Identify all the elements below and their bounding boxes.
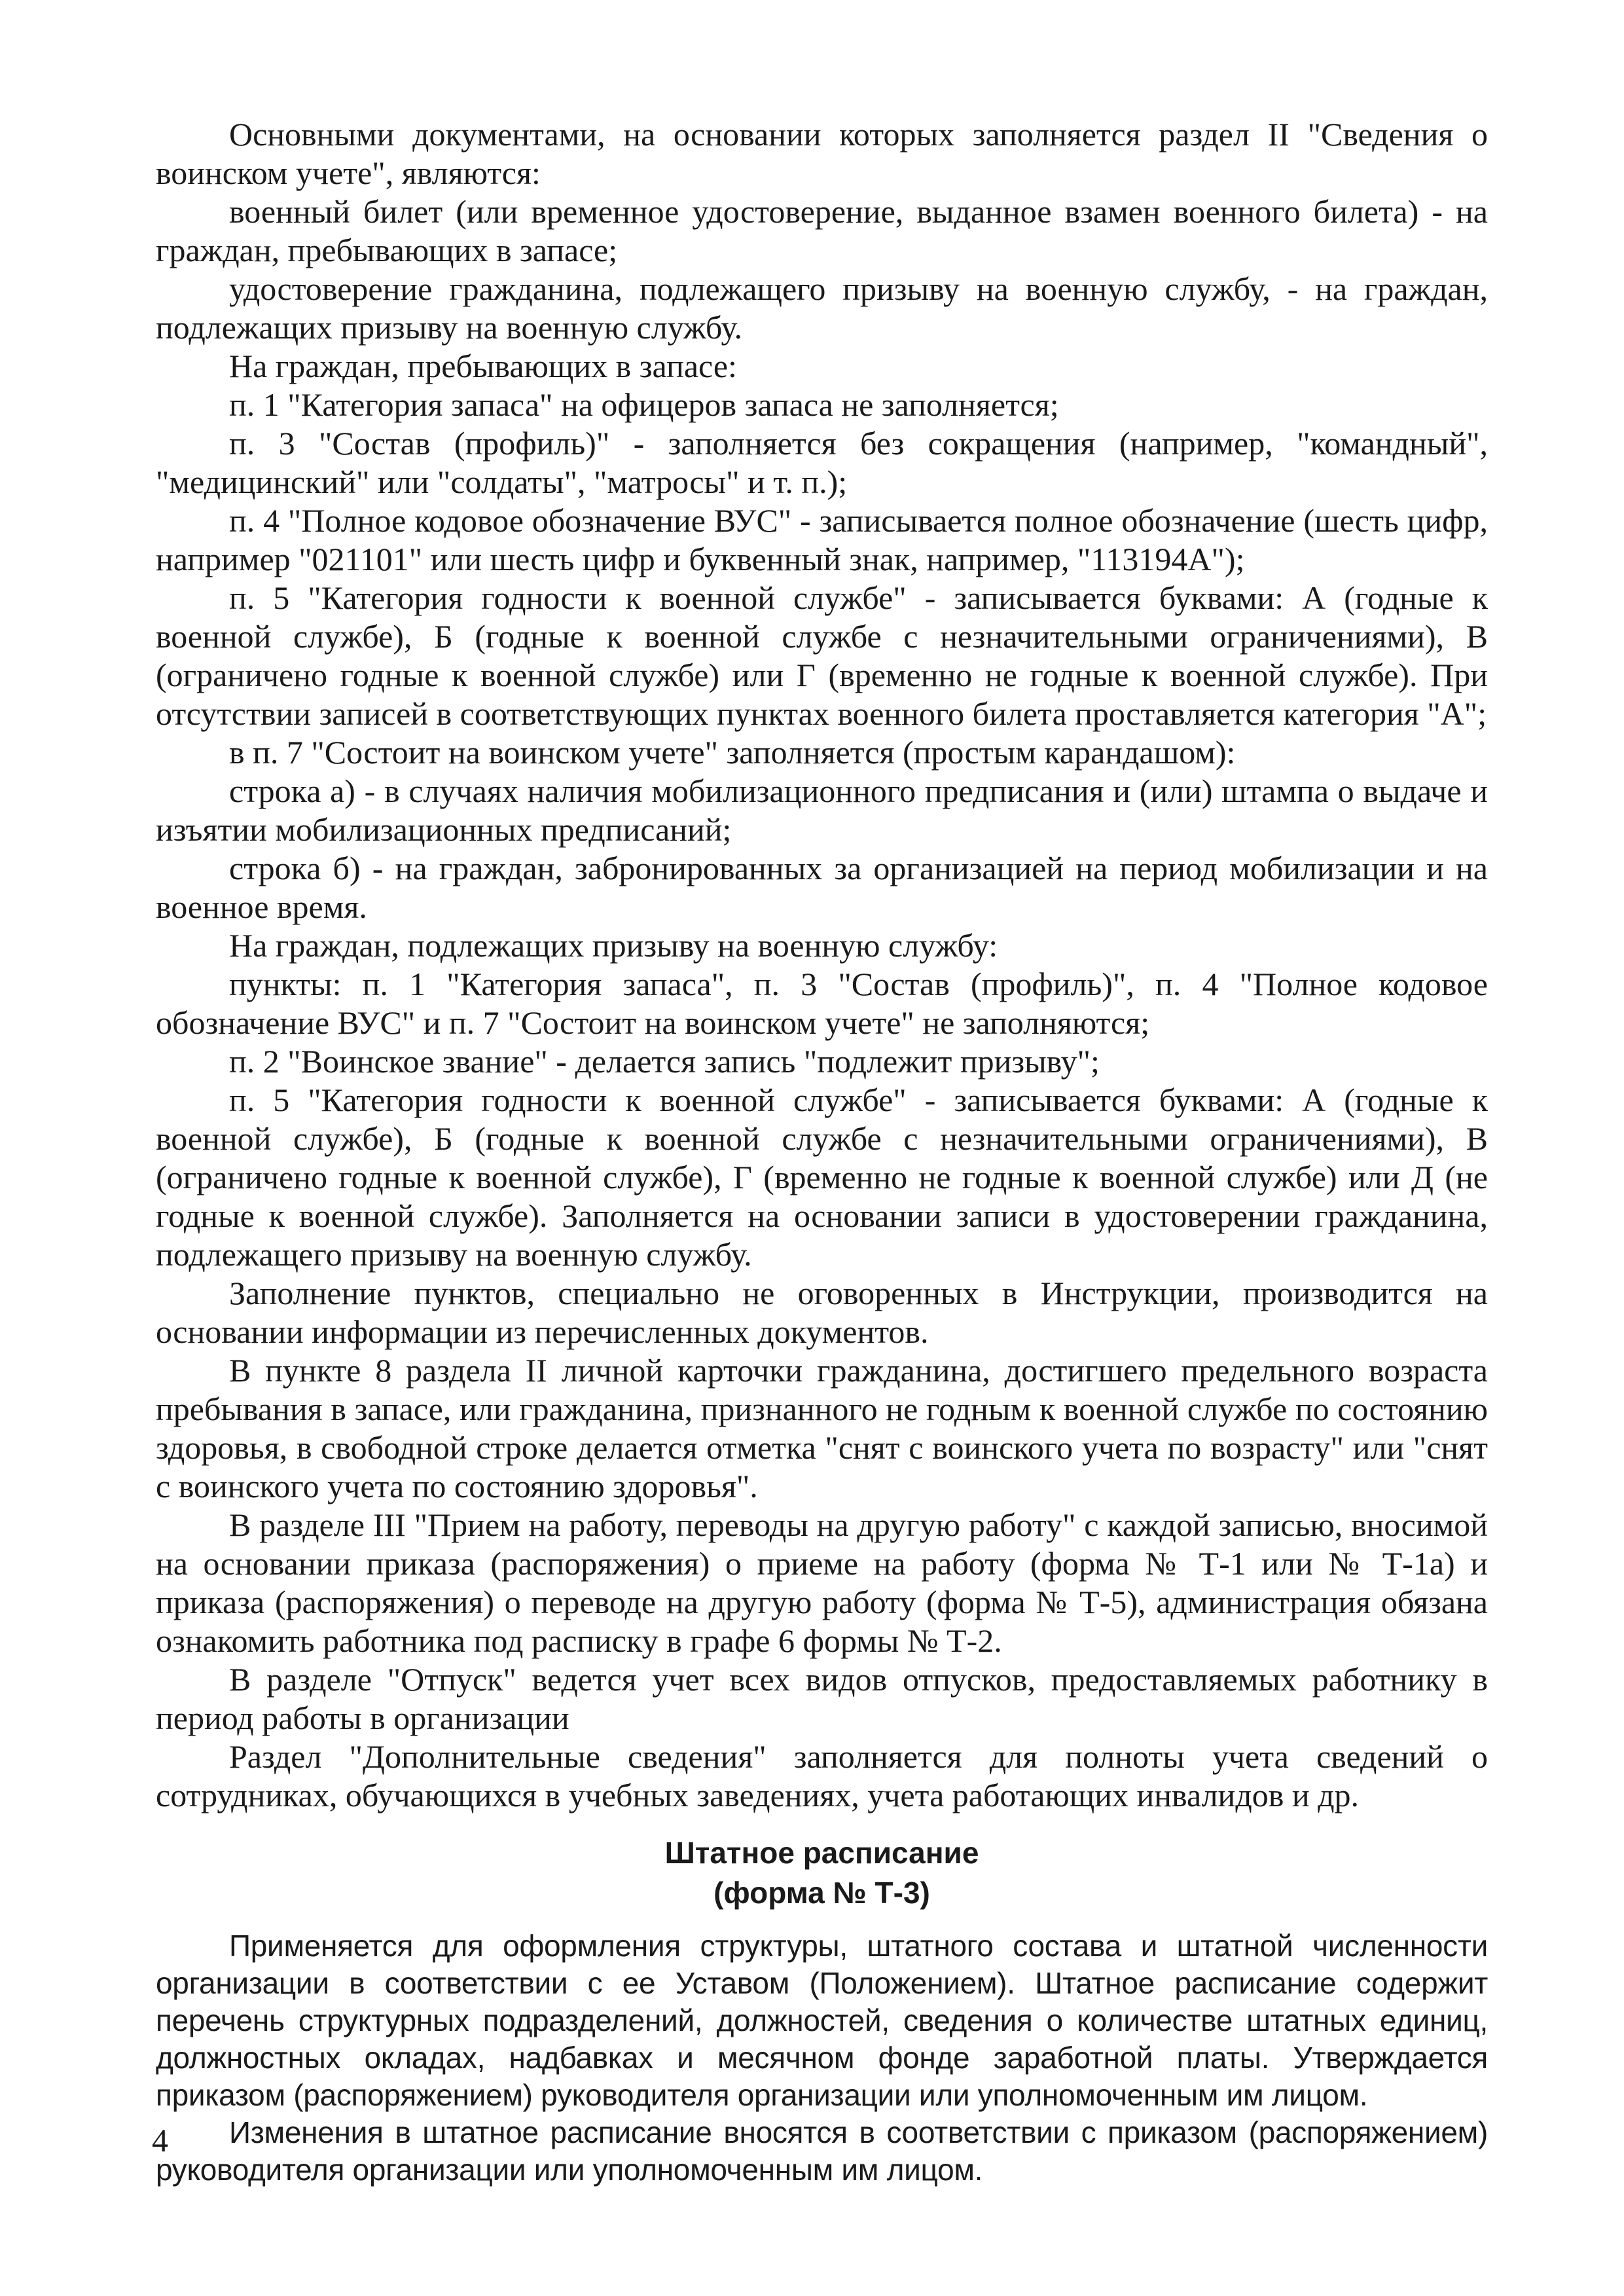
paragraph: Заполнение пунктов, специально не оговоренных в Инструкции, производится на основании информации из перечисленных документов. bbox=[156, 1275, 1488, 1350]
paragraph: В разделе "Отпуск" ведется учет всех видов отпусков, предоставляемых работнику в период работы в организации bbox=[156, 1661, 1488, 1736]
paragraph: строка а) - в случаях наличия мобилизационного предписания и (или) штампа о выдаче и изъятии мобилизационных предписаний; bbox=[156, 773, 1488, 848]
paragraph: На граждан, пребывающих в запасе: bbox=[229, 348, 737, 384]
paragraph: п. 3 "Состав (профиль)" - заполняется без сокращения (например, "командный", "медицинский" или "солдаты", "матросы" и т. п.); bbox=[156, 425, 1488, 500]
paragraph: Раздел "Дополнительные сведения" заполняется для полноты учета сведений о сотрудниках, обучающихся в учебных заведениях, учета работающих инвалидов и др. bbox=[156, 1738, 1488, 1813]
heading-title: Штатное расписание bbox=[664, 1836, 979, 1870]
paragraph: п. 1 "Категория запаса" на офицеров запаса не заполняется; bbox=[229, 386, 1059, 423]
section-military-records bbox=[156, 115, 1488, 1815]
paragraph: в п. 7 "Состоит на воинском учете" заполняется (простым карандашом): bbox=[229, 734, 1236, 771]
paragraph: удостоверение гражданина, подлежащего призыву на военную службу, - на граждан, подлежащих призыву на военную службу. bbox=[156, 270, 1488, 346]
paragraph: п. 5 "Категория годности к военной службе" - записывается буквами: А (годные к военной службе), Б (годные к военной службе с незначительными ограничениями), В (ограничено годные к военной службе), Г (временно не годные к военной службе) или Д (не годные к военной службе). Заполняется на основании записи в удостоверении гражданина, подлежащего призыву на военную службу. bbox=[156, 1082, 1488, 1273]
paragraph: п. 4 "Полное кодовое обозначение ВУС" - записывается полное обозначение (шесть цифр, например "021101" или шесть цифр и буквенный знак, например, "113194А"); bbox=[156, 502, 1488, 577]
paragraph: военный билет (или временное удостоверение, выданное взамен военного билета) - на граждан, пребывающих в запасе; bbox=[156, 193, 1488, 268]
paragraph: п. 5 "Категория годности к военной службе" - записывается буквами: А (годные к военной службе), Б (годные к военной службе с незначительными ограничениями), В (ограничено годные к военной службе) или Г (временно не годные к военной службе). При отсутствии записей в соответствующих пунктах военного билета проставляется категория "А"; bbox=[156, 579, 1488, 732]
paragraph: В пункте 8 раздела II личной карточки гражданина, достигшего предельного возраста пребывания в запасе, или гражданина, признанного не годным к военной службе по состоянию здоровья, в свободной строке делается отметка "снят с воинского учета по возрасту" или "снят с воинского учета по состоянию здоровья". bbox=[156, 1352, 1488, 1504]
heading-form-number: (форма № Т-3) bbox=[713, 1876, 930, 1910]
paragraph: строка б) - на граждан, забронированных за организацией на период мобилизации и на военное время. bbox=[156, 850, 1488, 925]
paragraph: На граждан, подлежащих призыву на военную службу: bbox=[229, 927, 998, 964]
paragraph: Применяется для оформления структуры, штатного состава и штатной численности организации в соответствии с ее Уставом (Положением). Штатное расписание содержит перечень структурных подразделений, должностей, сведения о количестве штатных единиц, должностных окладах, надбавках и месячном фонде заработной платы. Утверждается приказом (распоряжением) руководителя организации или уполномоченным им лицом. bbox=[156, 1929, 1488, 2112]
paragraph: п. 2 "Воинское звание" - делается запись "подлежит призыву"; bbox=[229, 1043, 1100, 1080]
paragraph: В разделе III "Прием на работу, переводы на другую работу" с каждой записью, вносимой на основании приказа (распоряжения) о приеме на работу (форма № Т-1 или № Т-1а) и приказа (распоряжения) о переводе на другую работу (форма № Т-5), администрация обязана ознакомить работника под расписку в графе 6 формы № Т-2. bbox=[156, 1506, 1488, 1659]
page-number: 4 bbox=[152, 2122, 168, 2159]
paragraph: пункты: п. 1 "Категория запаса", п. 3 "Состав (профиль)", п. 4 "Полное кодовое обозначение ВУС" и п. 7 "Состоит на воинском учете" не заполняются; bbox=[156, 966, 1488, 1041]
paragraph: Основными документами, на основании которых заполняется раздел II "Сведения о воинском учете", являются: bbox=[156, 116, 1488, 191]
page-content bbox=[156, 115, 1488, 2189]
paragraph: Изменения в штатное расписание вносятся в соответствии с приказом (распоряжением) руководителя организации или уполномоченным им лицом. bbox=[156, 2115, 1488, 2187]
section-heading bbox=[156, 1833, 1488, 1913]
section-staffing-table bbox=[156, 1927, 1488, 2189]
